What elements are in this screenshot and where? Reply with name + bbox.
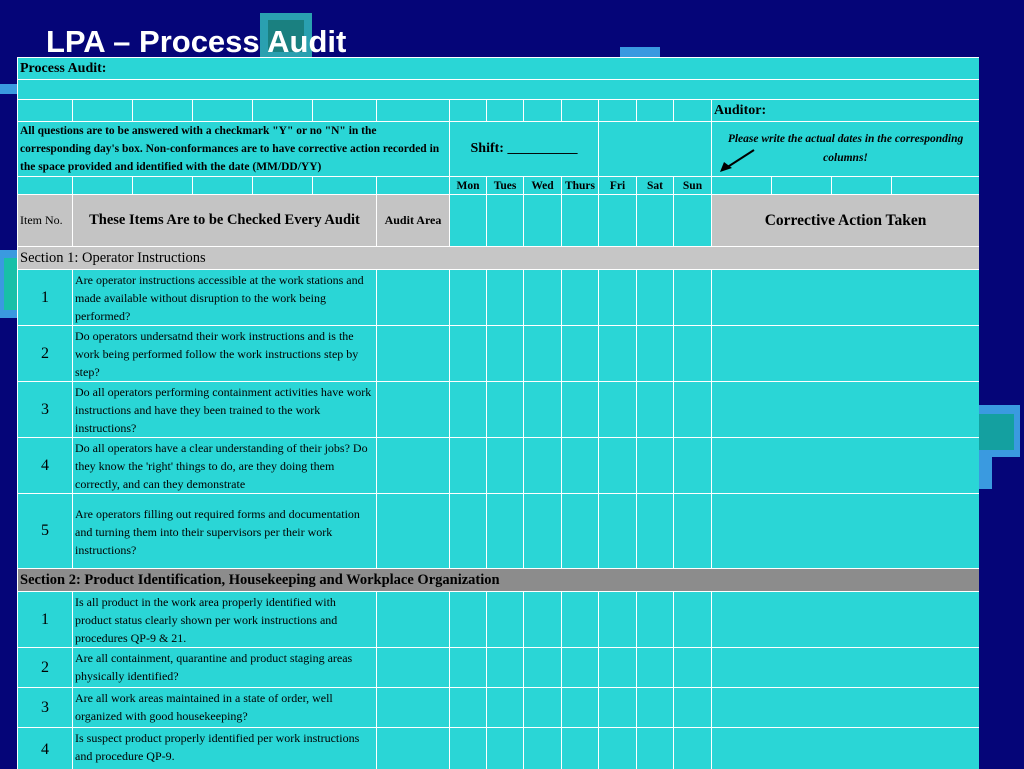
check-cell[interactable] xyxy=(524,270,562,326)
audit-item-row xyxy=(18,270,980,326)
item-number: 3 xyxy=(18,688,73,728)
check-cell[interactable] xyxy=(450,592,487,648)
blank-cell[interactable] xyxy=(18,80,980,100)
grid-cell[interactable] xyxy=(253,177,313,195)
check-cell[interactable] xyxy=(674,195,712,247)
check-cell[interactable] xyxy=(450,382,487,438)
audit-item-row xyxy=(18,382,980,438)
audit-area-cell[interactable] xyxy=(377,688,450,728)
audit-item-row xyxy=(18,494,980,569)
check-cell[interactable] xyxy=(599,592,637,648)
check-cell[interactable] xyxy=(487,270,524,326)
item-number: 1 xyxy=(18,592,73,648)
blank-row xyxy=(18,80,980,100)
item-number: 1 xyxy=(18,270,73,326)
grid-cell[interactable] xyxy=(674,100,712,122)
check-cell[interactable] xyxy=(487,592,524,648)
check-cell[interactable] xyxy=(674,592,712,648)
arrow-down-left-icon xyxy=(718,148,758,174)
check-cell[interactable] xyxy=(674,494,712,569)
check-cell[interactable] xyxy=(450,326,487,382)
grid-cell[interactable] xyxy=(832,177,892,195)
item-number: 4 xyxy=(18,438,73,494)
corrective-action-cell[interactable] xyxy=(712,270,980,326)
audit-item-row xyxy=(18,438,980,494)
check-cell[interactable] xyxy=(524,728,562,769)
audit-area-cell[interactable] xyxy=(377,648,450,688)
decor-square-right-inner xyxy=(978,414,1014,450)
auditor-field[interactable]: Auditor: xyxy=(712,100,980,122)
check-cell[interactable] xyxy=(599,494,637,569)
item-no-header: Item No. xyxy=(18,195,73,247)
grid-cell[interactable] xyxy=(524,100,562,122)
audit-question: Do all operators have a clear understanding of their jobs? Do they know the 'right' things to do, are they doing them correctly, and can they demonstrate xyxy=(73,438,377,494)
check-cell[interactable] xyxy=(524,195,562,247)
sheet-title-row xyxy=(18,58,980,80)
grid-cell[interactable] xyxy=(193,100,253,122)
check-cell[interactable] xyxy=(599,195,637,247)
check-cell[interactable] xyxy=(562,648,599,688)
check-cell[interactable] xyxy=(637,728,674,769)
check-cell[interactable] xyxy=(674,326,712,382)
grid-cell[interactable] xyxy=(450,100,487,122)
check-cell[interactable] xyxy=(562,270,599,326)
audit-area-cell[interactable] xyxy=(377,728,450,769)
grid-cell[interactable] xyxy=(377,100,450,122)
instructions-text: All questions are to be answered with a checkmark "Y" or no "N" in the corresponding day's box. Non-conformances are to have corrective action recorded in the space provided and identified with the date (MM/DD/YY) xyxy=(18,122,450,177)
item-number: 2 xyxy=(18,648,73,688)
check-cell[interactable] xyxy=(674,438,712,494)
grid-cell[interactable] xyxy=(133,100,193,122)
decor-square-left-inner xyxy=(4,258,17,310)
items-checked-header: These Items Are to be Checked Every Audit xyxy=(73,195,377,247)
audit-area-cell[interactable] xyxy=(377,438,450,494)
check-cell[interactable] xyxy=(599,326,637,382)
audit-form xyxy=(17,57,979,769)
grid-cell[interactable] xyxy=(253,100,313,122)
grid-cell[interactable] xyxy=(313,177,377,195)
check-cell[interactable] xyxy=(637,648,674,688)
grid-cell[interactable] xyxy=(18,177,73,195)
check-cell[interactable] xyxy=(599,648,637,688)
grid-cell[interactable] xyxy=(73,177,133,195)
audit-area-cell[interactable] xyxy=(377,326,450,382)
check-cell[interactable] xyxy=(599,688,637,728)
check-cell[interactable] xyxy=(524,648,562,688)
day-header: Thurs xyxy=(562,177,599,195)
check-cell[interactable] xyxy=(637,326,674,382)
check-cell[interactable] xyxy=(599,728,637,769)
check-cell[interactable] xyxy=(562,382,599,438)
check-cell[interactable] xyxy=(487,494,524,569)
corrective-action-cell[interactable] xyxy=(712,648,980,688)
grid-cell[interactable] xyxy=(892,177,980,195)
item-number: 5 xyxy=(18,494,73,569)
corrective-action-cell[interactable] xyxy=(712,728,980,769)
audit-question: Are operator instructions accessible at the work stations and made available without disruption to the work being performed? xyxy=(73,270,377,326)
check-cell[interactable] xyxy=(450,648,487,688)
grid-cell[interactable] xyxy=(487,100,524,122)
check-cell[interactable] xyxy=(450,195,487,247)
column-header-row xyxy=(18,195,980,247)
item-number: 3 xyxy=(18,382,73,438)
audit-area-header: Audit Area xyxy=(377,195,450,247)
slide-title: LPA – Process Audit xyxy=(46,24,346,60)
corrective-action-cell[interactable] xyxy=(712,326,980,382)
audit-area-cell[interactable] xyxy=(377,592,450,648)
check-cell[interactable] xyxy=(450,494,487,569)
check-cell[interactable] xyxy=(487,438,524,494)
grid-cell[interactable] xyxy=(562,100,599,122)
decor-bar-left xyxy=(0,84,17,94)
grid-cell[interactable] xyxy=(772,177,832,195)
check-cell[interactable] xyxy=(487,326,524,382)
dates-note xyxy=(712,122,980,177)
auditor-row xyxy=(18,100,980,122)
audit-area-cell[interactable] xyxy=(377,382,450,438)
check-cell[interactable] xyxy=(637,592,674,648)
check-cell[interactable] xyxy=(524,494,562,569)
check-cell[interactable] xyxy=(450,728,487,769)
audit-item-row xyxy=(18,326,980,382)
check-cell[interactable] xyxy=(487,728,524,769)
check-cell[interactable] xyxy=(674,688,712,728)
audit-question: Is all product in the work area properly identified with product status clearly shown per work instructions and procedures QP-9 & 21. xyxy=(73,592,377,648)
shift-field[interactable]: Shift: __________ xyxy=(450,122,599,177)
grid-cell[interactable] xyxy=(73,100,133,122)
check-cell[interactable] xyxy=(562,195,599,247)
grid-cell[interactable] xyxy=(637,100,674,122)
audit-question: Do all operators performing containment activities have work instructions and have they been trained to the work instructions? xyxy=(73,382,377,438)
item-number: 2 xyxy=(18,326,73,382)
check-cell[interactable] xyxy=(674,270,712,326)
audit-table xyxy=(17,57,979,769)
day-header: Sun xyxy=(674,177,712,195)
check-cell[interactable] xyxy=(487,382,524,438)
instructions-row xyxy=(18,122,980,177)
item-number: 4 xyxy=(18,728,73,769)
check-cell[interactable] xyxy=(487,688,524,728)
check-cell[interactable] xyxy=(637,494,674,569)
check-cell[interactable] xyxy=(637,195,674,247)
check-cell[interactable] xyxy=(487,195,524,247)
check-cell[interactable] xyxy=(562,326,599,382)
audit-question: Do operators undersatnd their work instructions and is the work being performed follow the work instructions step by step? xyxy=(73,326,377,382)
check-cell[interactable] xyxy=(562,438,599,494)
section-title: Section 2: Product Identification, Housekeeping and Workplace Organization xyxy=(18,569,980,592)
section-header xyxy=(18,247,980,270)
check-cell[interactable] xyxy=(637,438,674,494)
check-cell[interactable] xyxy=(562,688,599,728)
corrective-action-cell[interactable] xyxy=(712,592,980,648)
check-cell[interactable] xyxy=(599,270,637,326)
days-row xyxy=(18,177,980,195)
check-cell[interactable] xyxy=(599,438,637,494)
check-cell[interactable] xyxy=(599,382,637,438)
check-cell[interactable] xyxy=(562,592,599,648)
check-cell[interactable] xyxy=(637,382,674,438)
audit-item-row xyxy=(18,688,980,728)
check-cell[interactable] xyxy=(524,326,562,382)
check-cell[interactable] xyxy=(487,648,524,688)
audit-question: Are all work areas maintained in a state of order, well organized with good housekeeping? xyxy=(73,688,377,728)
corrective-action-cell[interactable] xyxy=(712,382,980,438)
check-cell[interactable] xyxy=(450,270,487,326)
audit-area-cell[interactable] xyxy=(377,270,450,326)
check-cell[interactable] xyxy=(450,688,487,728)
sheet-title: Process Audit: xyxy=(18,58,980,80)
grid-cell[interactable] xyxy=(712,177,772,195)
audit-question: Are operators filling out required forms and documentation and turning them into their supervisors per their work instructions? xyxy=(73,494,377,569)
blank-cell[interactable] xyxy=(599,122,712,177)
day-header: Fri xyxy=(599,177,637,195)
day-header: Wed xyxy=(524,177,562,195)
corrective-action-cell[interactable] xyxy=(712,438,980,494)
audit-item-row xyxy=(18,728,980,769)
audit-area-cell[interactable] xyxy=(377,494,450,569)
check-cell[interactable] xyxy=(637,688,674,728)
check-cell[interactable] xyxy=(524,382,562,438)
check-cell[interactable] xyxy=(524,688,562,728)
grid-cell[interactable] xyxy=(193,177,253,195)
corrective-action-header: Corrective Action Taken xyxy=(712,195,980,247)
day-header: Tues xyxy=(487,177,524,195)
grid-cell[interactable] xyxy=(133,177,193,195)
check-cell[interactable] xyxy=(524,438,562,494)
day-header: Mon xyxy=(450,177,487,195)
corrective-action-cell[interactable] xyxy=(712,688,980,728)
check-cell[interactable] xyxy=(562,728,599,769)
check-cell[interactable] xyxy=(674,728,712,769)
audit-question: Is suspect product properly identified per work instructions and procedure QP-9. xyxy=(73,728,377,769)
check-cell[interactable] xyxy=(524,592,562,648)
decor-square-right-low xyxy=(978,455,992,489)
check-cell[interactable] xyxy=(450,438,487,494)
corrective-action-cell[interactable] xyxy=(712,494,980,569)
grid-cell[interactable] xyxy=(313,100,377,122)
grid-cell[interactable] xyxy=(599,100,637,122)
check-cell[interactable] xyxy=(637,270,674,326)
check-cell[interactable] xyxy=(562,494,599,569)
check-cell[interactable] xyxy=(674,648,712,688)
audit-question: Are all containment, quarantine and product staging areas physically identified? xyxy=(73,648,377,688)
audit-item-row xyxy=(18,592,980,648)
dates-note-text: Please write the actual dates in the corresponding columns! xyxy=(728,133,963,164)
audit-item-row xyxy=(18,648,980,688)
day-header: Sat xyxy=(637,177,674,195)
section-title: Section 1: Operator Instructions xyxy=(18,247,980,270)
grid-cell[interactable] xyxy=(377,177,450,195)
grid-cell[interactable] xyxy=(18,100,73,122)
section-header xyxy=(18,569,980,592)
check-cell[interactable] xyxy=(674,382,712,438)
